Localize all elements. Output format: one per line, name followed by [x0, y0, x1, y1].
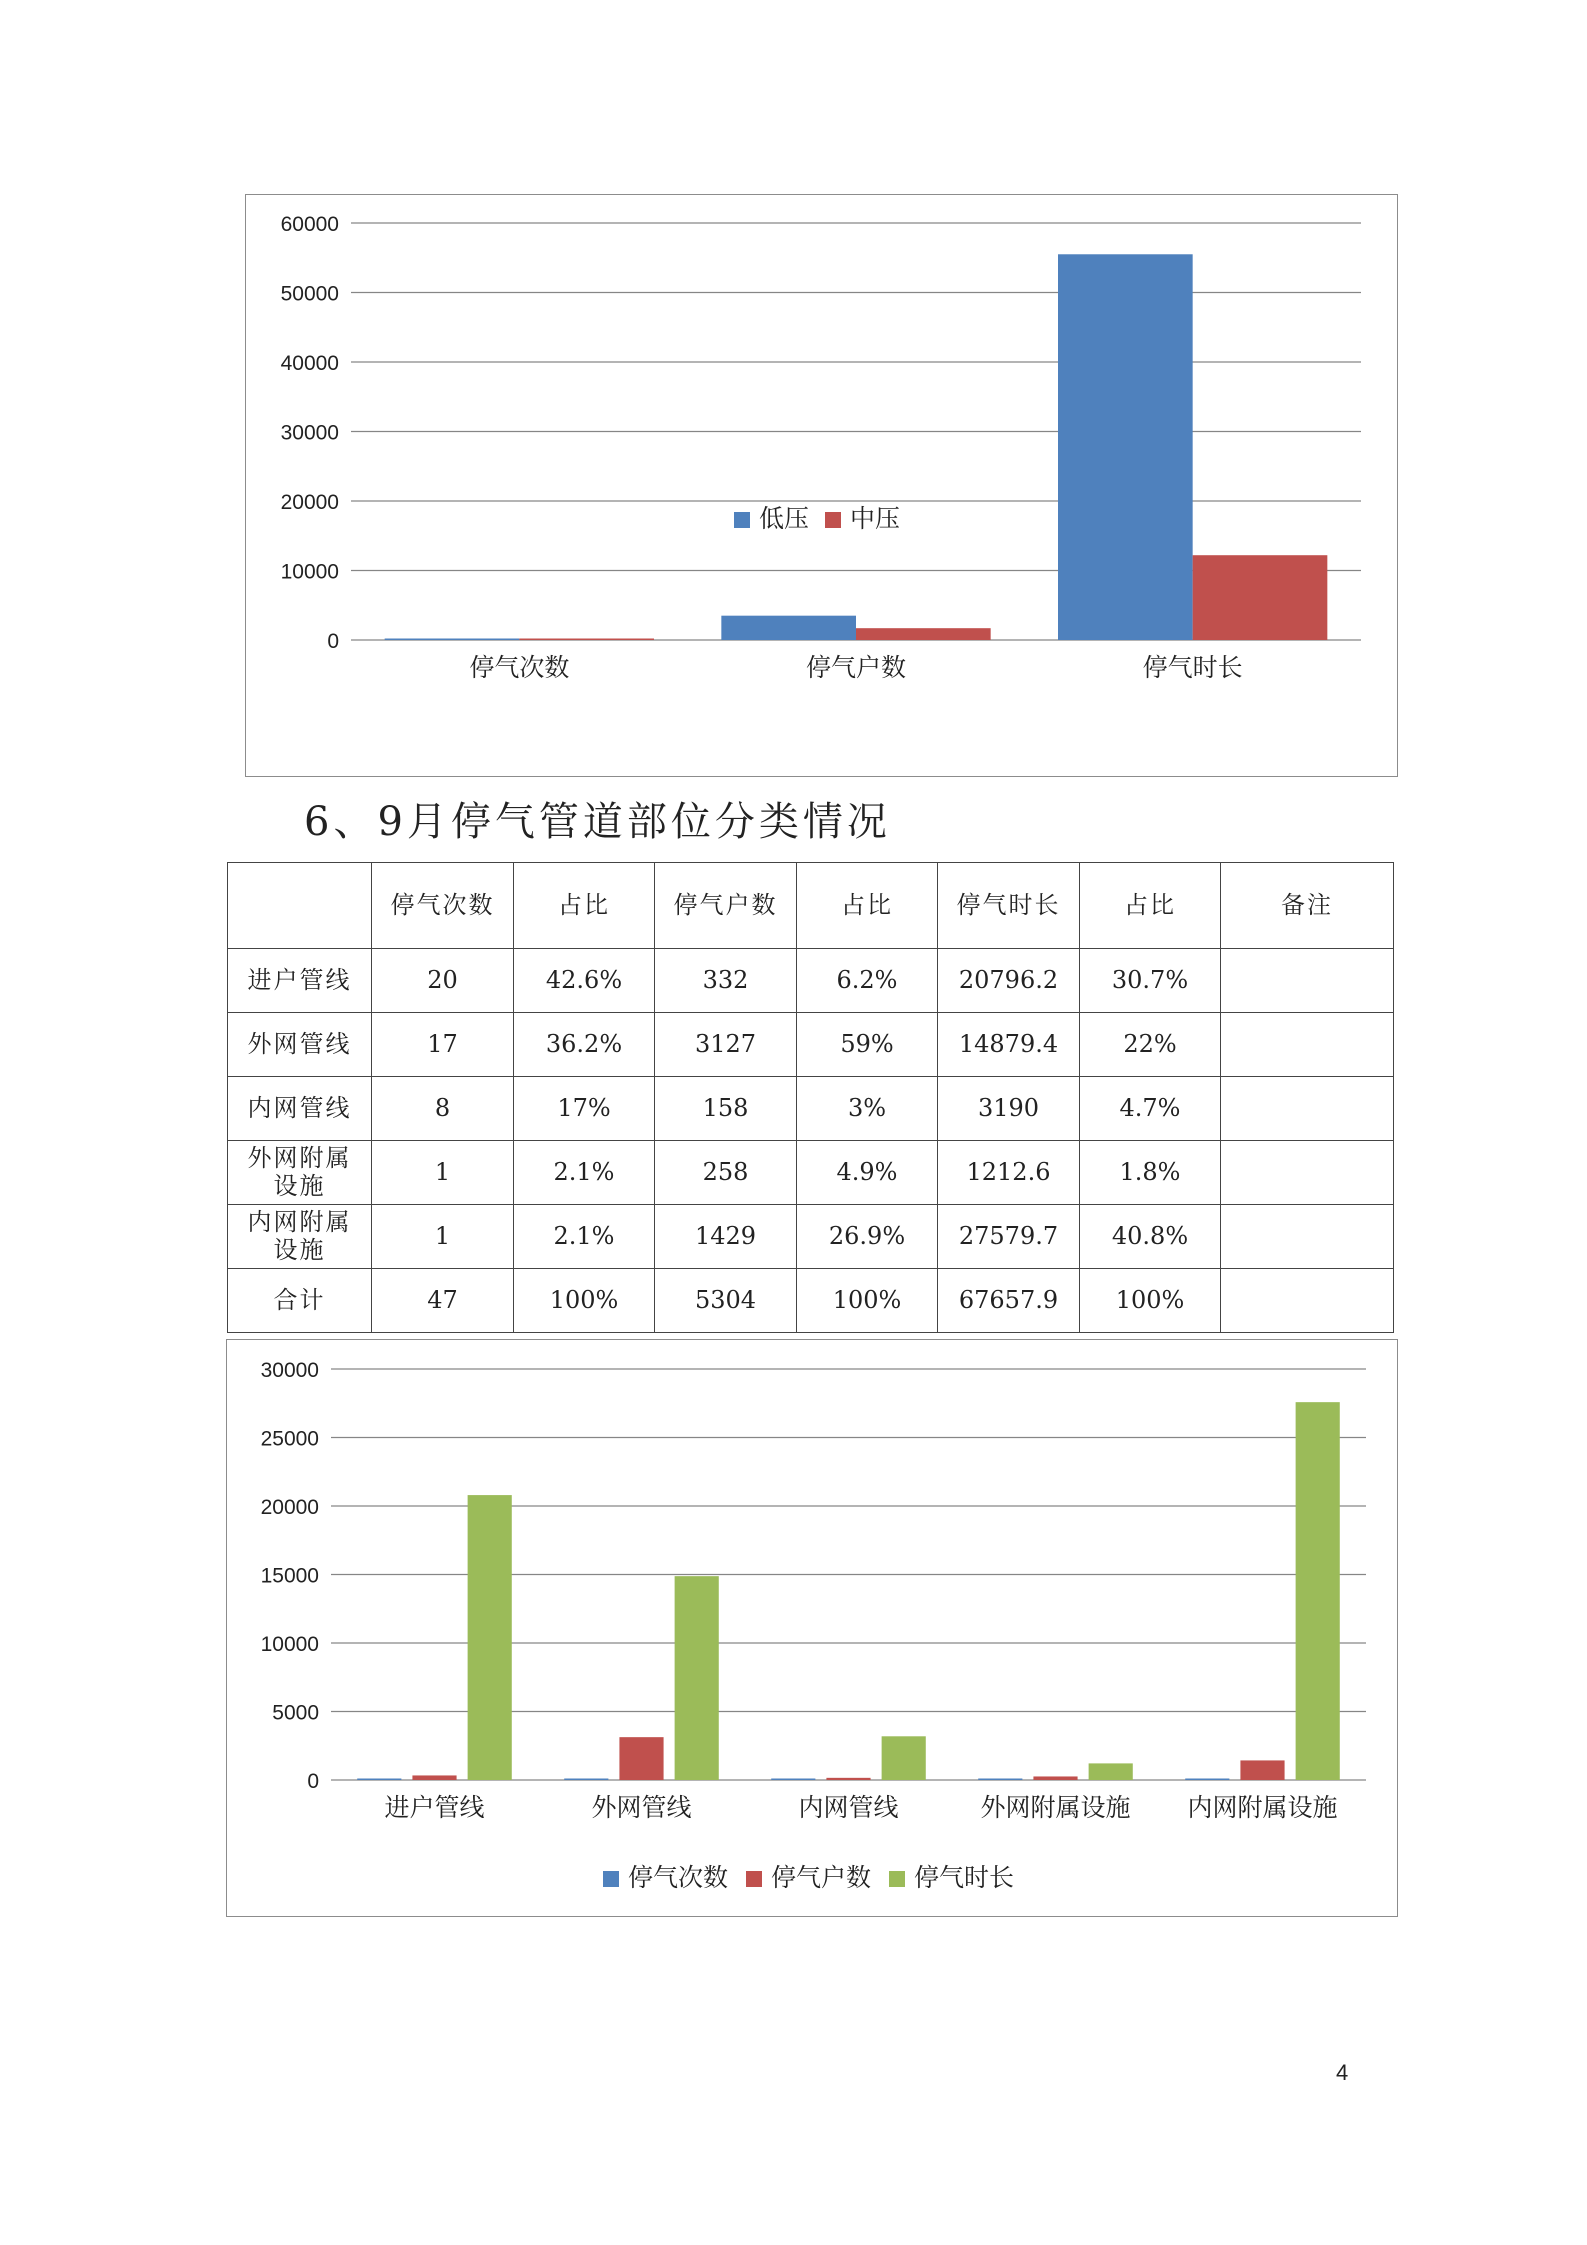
- y-tick-label: 30000: [280, 421, 339, 445]
- bar: [1193, 555, 1328, 640]
- table-cell: 1: [372, 1141, 514, 1205]
- table-cell: 3190: [938, 1077, 1080, 1141]
- table-cell: 17%: [514, 1077, 655, 1141]
- bar: [564, 1779, 608, 1781]
- y-tick-label: 20000: [280, 491, 339, 514]
- x-category-label: 外网管线: [591, 1793, 692, 1822]
- chart-2-svg: [227, 1340, 1396, 1915]
- table-cell: 3127: [655, 1013, 797, 1077]
- table-cell: 30.7%: [1080, 949, 1221, 1013]
- legend-label: 停气时长: [914, 1863, 1015, 1892]
- x-category-label: 停气次数: [469, 653, 570, 682]
- table-cell: 14879.4: [938, 1013, 1080, 1077]
- table-cell: 20796.2: [938, 949, 1080, 1013]
- x-category-label: 停气户数: [805, 653, 907, 682]
- table-cell: 6.2%: [797, 949, 938, 1013]
- table-cell: 1.8%: [1080, 1141, 1221, 1205]
- table-cell: 100%: [797, 1269, 938, 1333]
- x-category-label: 进户管线: [384, 1793, 485, 1822]
- bar: [1089, 1763, 1133, 1780]
- chart-outage-by-pipe-section: [226, 1339, 1398, 1917]
- table-cell: 1429: [655, 1205, 797, 1269]
- table-cell: 17: [372, 1013, 514, 1077]
- y-tick-label: 15000: [260, 1564, 319, 1588]
- table-header-cell: 占比: [797, 863, 938, 949]
- table-row-label: 合计: [228, 1269, 372, 1333]
- table-row-label: 外网管线: [228, 1013, 372, 1077]
- pipe-section-table: [227, 862, 1394, 1333]
- table-row-label: 内网附属 设施: [228, 1205, 372, 1269]
- table-cell: 1212.6: [938, 1141, 1080, 1205]
- table-row-label: 进户管线: [228, 949, 372, 1013]
- y-tick-label: 50000: [280, 282, 339, 306]
- table-cell: 59%: [797, 1013, 938, 1077]
- table-row: [228, 1013, 1394, 1077]
- table-row: [228, 1205, 1394, 1269]
- table-cell: 4.7%: [1080, 1077, 1221, 1141]
- bar: [1185, 1779, 1229, 1781]
- table-cell: [1221, 1013, 1394, 1077]
- table-cell: 2.1%: [514, 1141, 655, 1205]
- table-cell: 100%: [1080, 1269, 1221, 1333]
- bar: [412, 1775, 456, 1780]
- chart-outage-by-pressure: [245, 194, 1398, 777]
- table-cell: [1221, 1077, 1394, 1141]
- bar: [357, 1779, 401, 1781]
- y-tick-label: 25000: [260, 1427, 319, 1451]
- table-cell: 332: [655, 949, 797, 1013]
- table-cell: 1: [372, 1205, 514, 1269]
- table-header-row: [228, 863, 1394, 949]
- legend-swatch: [746, 1871, 762, 1887]
- bar: [1058, 254, 1193, 640]
- table-cell: 100%: [514, 1269, 655, 1333]
- page-number: 4: [1336, 2060, 1349, 2085]
- y-tick-label: 0: [327, 630, 339, 653]
- bar: [675, 1576, 719, 1780]
- legend-swatch: [734, 512, 750, 528]
- bar: [882, 1736, 926, 1780]
- table-row: [228, 949, 1394, 1013]
- bar: [856, 628, 991, 640]
- bar: [468, 1495, 512, 1780]
- table-row-label: 外网附属 设施: [228, 1141, 372, 1205]
- table-cell: [1221, 949, 1394, 1013]
- bar: [1033, 1776, 1077, 1780]
- table-row: [228, 1141, 1394, 1205]
- y-tick-label: 10000: [280, 560, 339, 584]
- table-header-cell: 备注: [1221, 863, 1394, 949]
- bar: [978, 1779, 1022, 1781]
- legend-swatch: [889, 1871, 905, 1887]
- table-cell: 36.2%: [514, 1013, 655, 1077]
- table-cell: 40.8%: [1080, 1205, 1221, 1269]
- table-cell: 158: [655, 1077, 797, 1141]
- table-cell: 22%: [1080, 1013, 1221, 1077]
- y-tick-label: 40000: [280, 352, 339, 375]
- table-cell: 67657.9: [938, 1269, 1080, 1333]
- table-row: [228, 1269, 1394, 1333]
- y-tick-label: 5000: [272, 1701, 319, 1725]
- bar: [519, 639, 654, 641]
- section-heading: 6、9月停气管道部位分类情况: [304, 799, 891, 845]
- table-cell: 2.1%: [514, 1205, 655, 1269]
- x-category-label: 内网管线: [798, 1793, 899, 1822]
- table-cell: 47: [372, 1269, 514, 1333]
- table-header-cell: 占比: [1080, 863, 1221, 949]
- y-tick-label: 30000: [260, 1359, 319, 1382]
- table-cell: 42.6%: [514, 949, 655, 1013]
- table-cell: 258: [655, 1141, 797, 1205]
- bar: [1240, 1760, 1284, 1780]
- table-header-cell: [228, 863, 372, 949]
- table-cell: 26.9%: [797, 1205, 938, 1269]
- legend-label: 停气次数: [628, 1863, 729, 1892]
- legend-label: 中压: [850, 504, 901, 533]
- x-category-label: 停气时长: [1142, 653, 1243, 682]
- bar: [385, 639, 520, 641]
- chart-1-svg: [246, 195, 1396, 775]
- table-cell: [1221, 1205, 1394, 1269]
- table-cell: 4.9%: [797, 1141, 938, 1205]
- legend-swatch: [603, 1871, 619, 1887]
- table-row-label: 内网管线: [228, 1077, 372, 1141]
- x-category-label: 外网附属设施: [980, 1793, 1131, 1822]
- y-tick-label: 0: [307, 1770, 319, 1793]
- table-cell: 20: [372, 949, 514, 1013]
- legend-label: 停气户数: [771, 1863, 872, 1892]
- table-row: [228, 1077, 1394, 1141]
- table-cell: 8: [372, 1077, 514, 1141]
- table-header-cell: 停气时长: [938, 863, 1080, 949]
- bar: [721, 616, 856, 640]
- bar: [771, 1779, 815, 1781]
- legend-label: 低压: [759, 504, 810, 533]
- x-category-label: 内网附属设施: [1187, 1793, 1338, 1822]
- table-cell: 5304: [655, 1269, 797, 1333]
- table-cell: 27579.7: [938, 1205, 1080, 1269]
- y-tick-label: 10000: [260, 1633, 319, 1656]
- bar: [619, 1737, 663, 1780]
- bar: [826, 1778, 870, 1780]
- table-cell: [1221, 1269, 1394, 1333]
- table-cell: [1221, 1141, 1394, 1205]
- bar: [1296, 1402, 1340, 1780]
- table-header-cell: 停气户数: [655, 863, 797, 949]
- table-header-cell: 停气次数: [372, 863, 514, 949]
- y-tick-label: 20000: [260, 1496, 319, 1519]
- y-tick-label: 60000: [280, 213, 339, 236]
- legend-swatch: [825, 512, 841, 528]
- table-header-cell: 占比: [514, 863, 655, 949]
- table-cell: 3%: [797, 1077, 938, 1141]
